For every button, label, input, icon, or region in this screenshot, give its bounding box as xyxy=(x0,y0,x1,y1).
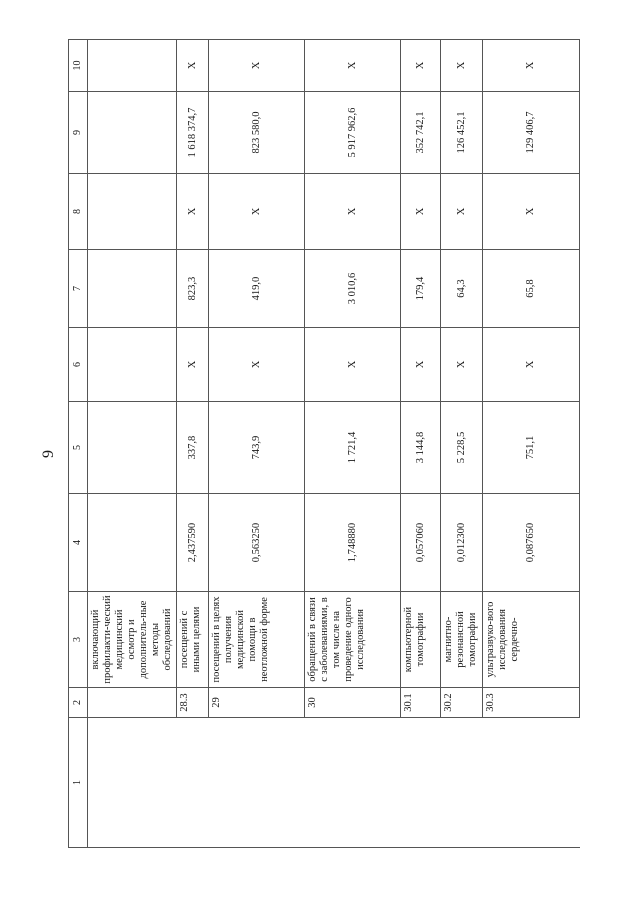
cell-cost: 337,8 xyxy=(177,402,209,494)
table-row xyxy=(305,40,401,848)
header-cell: 8 xyxy=(69,174,88,250)
cell-c10: Х xyxy=(305,40,401,92)
cell-unit: обращений в связи с заболеваниями, в том числе на проведение одного исследования xyxy=(305,592,401,688)
cell-c6: Х xyxy=(305,328,401,402)
rotated-table xyxy=(68,40,580,848)
page-number: 9 xyxy=(40,450,57,458)
cell-c6 xyxy=(88,328,177,402)
cell-norm: 0,012300 xyxy=(441,494,483,592)
cell-cost: 3 144,8 xyxy=(401,402,441,494)
header-cell: 7 xyxy=(69,250,88,328)
cell-c8: Х xyxy=(177,174,209,250)
cell-c9: 126 452,1 xyxy=(441,92,483,174)
cell-code xyxy=(88,688,177,718)
cell-c7 xyxy=(88,250,177,328)
header-cell: 4 xyxy=(69,494,88,592)
cell-code: 30.2 xyxy=(441,688,483,718)
cell-c7: 3 010,6 xyxy=(305,250,401,328)
cell-c10: Х xyxy=(483,40,580,92)
table-row xyxy=(209,40,305,848)
cell-name xyxy=(88,718,177,848)
table-row xyxy=(88,40,177,848)
cell-name xyxy=(441,718,483,848)
cell-code: 29 xyxy=(209,688,305,718)
cell-name xyxy=(401,718,441,848)
cell-name xyxy=(305,718,401,848)
cell-c7: 64,3 xyxy=(441,250,483,328)
header-cell: 9 xyxy=(69,92,88,174)
cell-code: 30.1 xyxy=(401,688,441,718)
header-cell: 2 xyxy=(69,688,88,718)
data-table xyxy=(68,39,580,848)
table-wrapper xyxy=(68,40,580,848)
cell-c8: Х xyxy=(483,174,580,250)
table-row xyxy=(401,40,441,848)
cell-norm: 0,563250 xyxy=(209,494,305,592)
cell-c7: 419,0 xyxy=(209,250,305,328)
cell-c9: 129 406,7 xyxy=(483,92,580,174)
cell-unit: посещений с иными целями xyxy=(177,592,209,688)
cell-cost xyxy=(88,402,177,494)
cell-cost: 743,9 xyxy=(209,402,305,494)
cell-c10: Х xyxy=(209,40,305,92)
cell-c6: Х xyxy=(441,328,483,402)
cell-c9: 352 742,1 xyxy=(401,92,441,174)
cell-unit: включающий профилакти-ческий медицинский осмотр и дополнитель-ные методы обследований xyxy=(88,592,177,688)
cell-code: 28.3 xyxy=(177,688,209,718)
header-cell: 3 xyxy=(69,592,88,688)
table-row xyxy=(483,40,580,848)
cell-unit: компьютерной томографии xyxy=(401,592,441,688)
table-row xyxy=(441,40,483,848)
cell-c9 xyxy=(88,92,177,174)
cell-c10: Х xyxy=(177,40,209,92)
cell-c10: Х xyxy=(401,40,441,92)
cell-c9: 5 917 962,6 xyxy=(305,92,401,174)
cell-cost: 5 228,5 xyxy=(441,402,483,494)
cell-c6: Х xyxy=(483,328,580,402)
header-row xyxy=(69,40,88,848)
cell-c10: Х xyxy=(441,40,483,92)
header-cell: 1 xyxy=(69,718,88,848)
cell-c6: Х xyxy=(209,328,305,402)
cell-name xyxy=(177,718,209,848)
cell-c8: Х xyxy=(441,174,483,250)
cell-cost: 751,1 xyxy=(483,402,580,494)
cell-c9: 1 618 374,7 xyxy=(177,92,209,174)
header-cell: 10 xyxy=(69,40,88,92)
cell-c6: Х xyxy=(177,328,209,402)
cell-c8: Х xyxy=(401,174,441,250)
cell-c7: 179,4 xyxy=(401,250,441,328)
cell-c7: 65,8 xyxy=(483,250,580,328)
cell-c9: 823 580,0 xyxy=(209,92,305,174)
cell-name xyxy=(483,718,580,848)
cell-code: 30 xyxy=(305,688,401,718)
cell-c7: 823,3 xyxy=(177,250,209,328)
cell-c6: Х xyxy=(401,328,441,402)
cell-c10 xyxy=(88,40,177,92)
cell-c8 xyxy=(88,174,177,250)
cell-c8: Х xyxy=(209,174,305,250)
table-row xyxy=(177,40,209,848)
cell-cost: 1 721,4 xyxy=(305,402,401,494)
header-cell: 6 xyxy=(69,328,88,402)
cell-code: 30.3 xyxy=(483,688,580,718)
header-cell: 5 xyxy=(69,402,88,494)
cell-c8: Х xyxy=(305,174,401,250)
cell-unit: ультразвуко-вого исследования сердечно- xyxy=(483,592,580,688)
cell-norm: 0,087650 xyxy=(483,494,580,592)
cell-unit: посещений в целях получения медицинской помощи в неотложной форме xyxy=(209,592,305,688)
cell-name xyxy=(209,718,305,848)
cell-norm xyxy=(88,494,177,592)
cell-unit: магнитно-резонансной томографии xyxy=(441,592,483,688)
cell-norm: 0,057060 xyxy=(401,494,441,592)
cell-norm: 2,437590 xyxy=(177,494,209,592)
cell-norm: 1,748880 xyxy=(305,494,401,592)
